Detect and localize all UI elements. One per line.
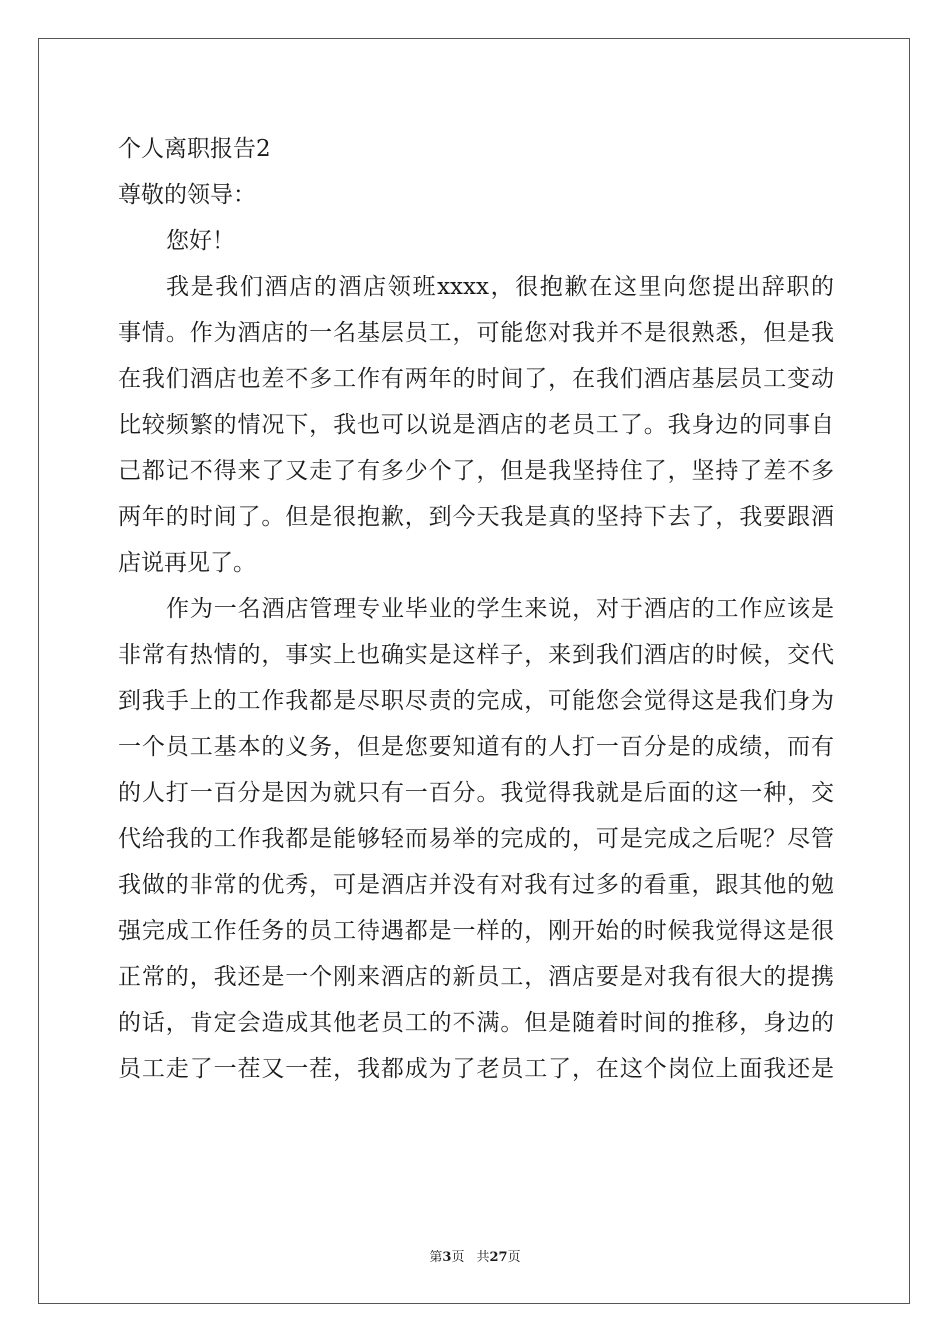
paragraph-line: 代给我的工作我都是能够轻而易举的完成的，可是完成之后呢？尽管 — [118, 826, 834, 852]
paragraph-line: 一个员工基本的义务，但是您要知道有的人打一百分是的成绩，而有 — [118, 734, 834, 760]
document-body — [118, 126, 834, 1092]
paragraph-line: 我是我们酒店的酒店领班xxxx，很抱歉在这里向您提出辞职的 — [166, 274, 834, 300]
total-pages: 27 — [489, 1250, 508, 1265]
paragraph-line: 的人打一百分是因为就只有一百分。我觉得我就是后面的这一种，交 — [118, 780, 834, 806]
paragraph-line: 作为一名酒店管理专业毕业的学生来说，对于酒店的工作应该是 — [166, 596, 834, 622]
paragraph-line: 在我们酒店也差不多工作有两年的时间了，在我们酒店基层员工变动 — [118, 366, 834, 392]
paragraph-line: 事情。作为酒店的一名基层员工，可能您对我并不是很熟悉，但是我 — [118, 320, 834, 346]
paragraph-line: 正常的，我还是一个刚来酒店的新员工，酒店要是对我有很大的提携 — [118, 964, 834, 990]
paragraph-line: 店说再见了。 — [118, 550, 256, 576]
paragraph-line: 比较频繁的情况下，我也可以说是酒店的老员工了。我身边的同事自 — [118, 412, 834, 438]
page-prefix: 第 — [429, 1250, 443, 1265]
paragraph-line: 我做的非常的优秀，可是酒店并没有对我有过多的看重，跟其他的勉 — [118, 872, 834, 898]
document-title: 个人离职报告2 — [118, 136, 271, 162]
paragraph-line: 强完成工作任务的员工待遇都是一样的，刚开始的时候我觉得这是很 — [118, 918, 834, 944]
paragraph-1 — [118, 264, 834, 586]
paragraph-line: 到我手上的工作我都是尽职尽责的完成，可能您会觉得这是我们身为 — [118, 688, 834, 714]
greeting: 您好！ — [166, 228, 235, 254]
page-suffix: 页 — [451, 1250, 465, 1265]
salutation: 尊敬的领导： — [118, 182, 256, 208]
paragraph-line: 己都记不得来了又走了有多少个了，但是我坚持住了，坚持了差不多 — [118, 458, 834, 484]
paragraph-line: 两年的时间了。但是很抱歉，到今天我是真的坚持下去了，我要跟酒 — [118, 504, 834, 530]
paragraph-line: 员工走了一茬又一茬，我都成为了老员工了，在这个岗位上面我还是 — [118, 1056, 834, 1082]
paragraph-line: 非常有热情的，事实上也确实是这样子，来到我们酒店的时候，交代 — [118, 642, 834, 668]
paragraph-2 — [118, 586, 834, 1092]
page-footer — [0, 1246, 950, 1265]
page-number: 3 — [442, 1250, 452, 1265]
paragraph-line: 的话，肯定会造成其他老员工的不满。但是随着时间的推移，身边的 — [118, 1010, 834, 1036]
total-suffix: 页 — [507, 1250, 521, 1265]
total-prefix: 共 — [476, 1250, 490, 1265]
